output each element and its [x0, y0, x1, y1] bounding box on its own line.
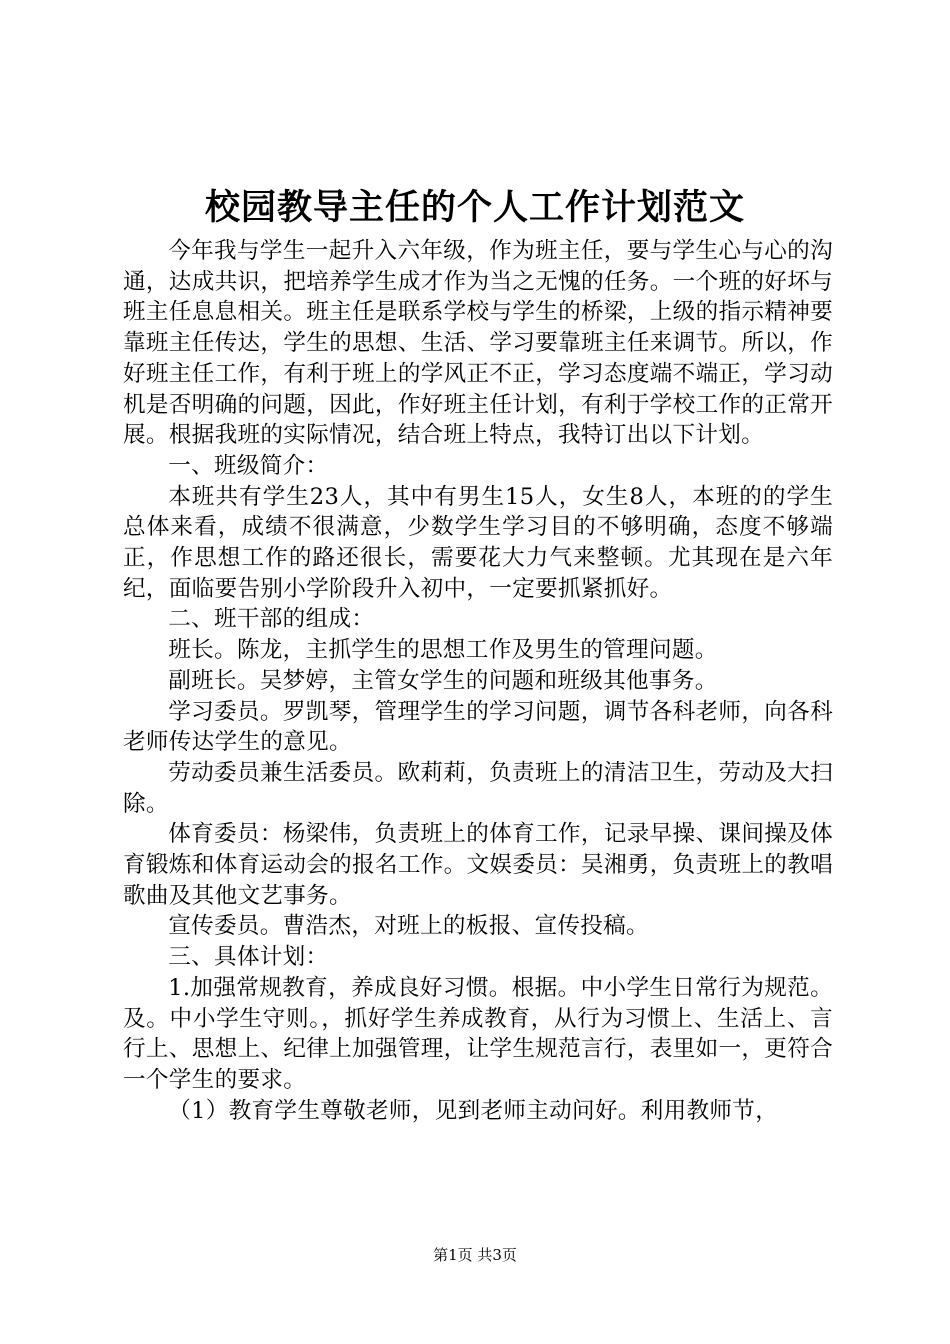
paragraph-study-commissioner: 学习委员。罗凯琴，管理学生的学习问题，调节各科老师，向各科老师传达学生的意见。: [123, 698, 833, 756]
paragraph-vice-monitor: 副班长。吴梦婷，主管女学生的问题和班级其他事务。: [168, 667, 718, 694]
paragraph-plan-item-1: 1.加强常规教育，养成良好习惯。根据。中小学生日常行为规范。及。中小学生守则。，抓好学生养成教育，从行为习惯上、生活上、言行上、思想上、纪律上加强管理，让学生规范言行，表里如一，更符合一个学生的要求。: [123, 974, 833, 1093]
paragraph-labor-commissioner: 劳动委员兼生活委员。欧莉莉，负责班上的清洁卫生，劳动及大扫除。: [123, 759, 833, 817]
section-heading-plan: 三、具体计划：: [168, 944, 329, 971]
paragraph-sports-commissioner: 体育委员：杨梁伟，负责班上的体育工作，记录早操、课间操及体育锻炼和体育运动会的报名工作。文娱委员：吴湘勇，负责班上的教唱歌曲及其他文艺事务。: [123, 821, 833, 909]
paragraph-class-intro: 本班共有学生23人，其中有男生15人，女生8人，本班的的学生总体来看，成绩不很满意，少数学生学习目的不够明确，态度不够端正，作思想工作的路还很长，需要花大力气来整顿。尤其现在是六年纪，面临要告别小学阶段升入初中，一定要抓紧抓好。: [123, 483, 833, 602]
paragraph-intro: 今年我与学生一起升入六年级，作为班主任，要与学生心与心的沟通，达成共识，把培养学生成才作为当之无愧的任务。一个班的好坏与班主任息息相关。班主任是联系学校与学生的桥梁，上级的指示精神要靠班主任传达，学生的思想、生活、学习要靠班主任来调节。所以，作好班主任工作，有利于班上的学风正不正，学习态度端不端正，学习动机是否明确的问题，因此，作好班主任计划，有利于学校工作的正常开展。根据我班的实际情况，结合班上特点，我特订出以下计划。: [123, 238, 833, 449]
document-title: 校园教导主任的个人工作计划范文: [204, 188, 745, 228]
paragraph-publicity-commissioner: 宣传委员。曹浩杰，对班上的板报、宣传投稿。: [168, 913, 649, 940]
paragraph-plan-subitem-1: （1）教育学生尊敬老师，见到老师主动问好。利用教师节，: [168, 1097, 779, 1124]
section-heading-class-cadres: 二、班干部的组成：: [168, 606, 375, 633]
paragraph-monitor: 班长。陈龙，主抓学生的思想工作及男生的管理问题。: [168, 637, 718, 664]
section-heading-class-intro: 一、班级简介：: [168, 452, 329, 479]
page-footer: 第1页 共3页: [433, 1246, 517, 1264]
document-body: [123, 236, 833, 1126]
